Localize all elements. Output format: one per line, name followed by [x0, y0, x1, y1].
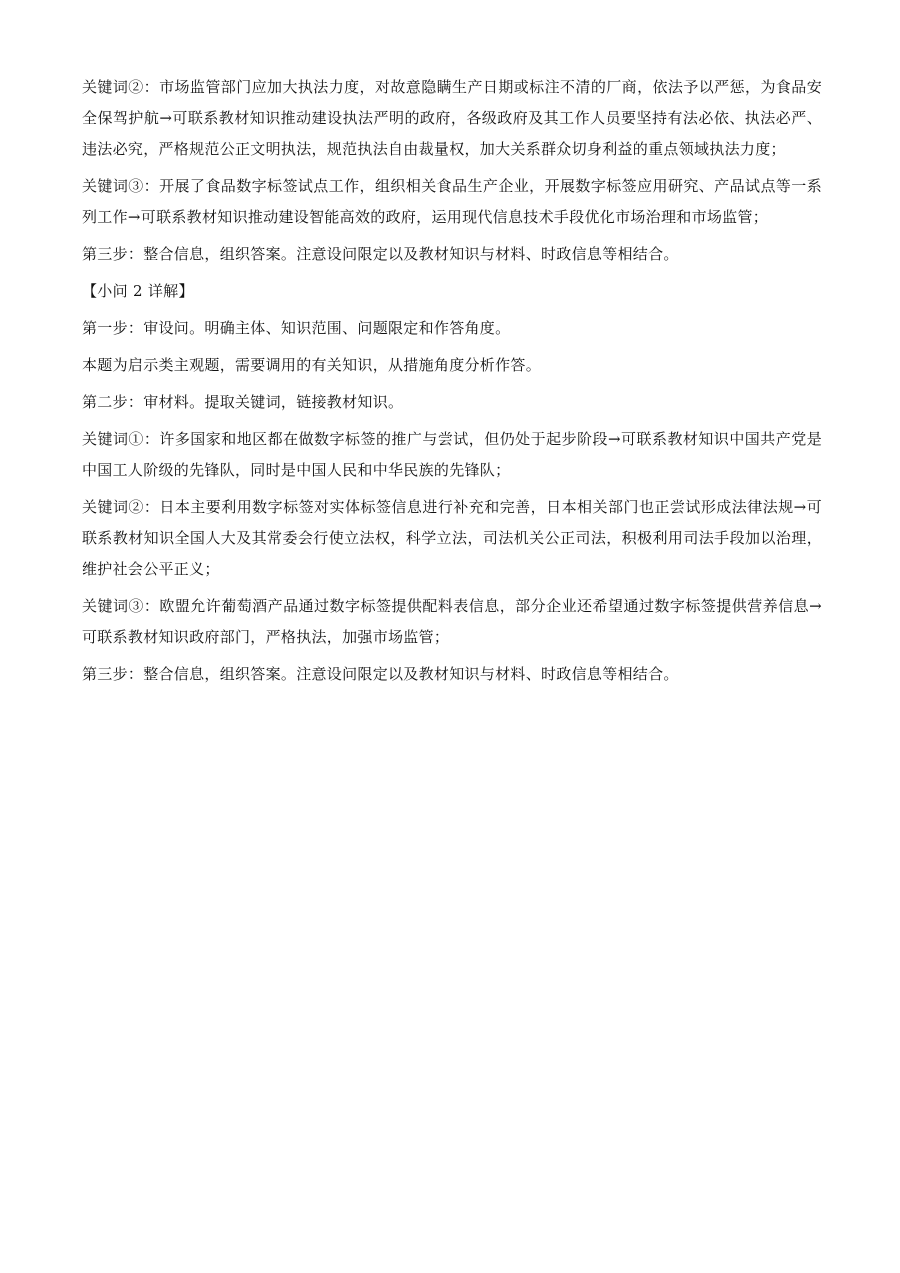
paragraph-keyword-3-digital-label-pilot: 关键词③：开展了食品数字标签试点工作，组织相关食品生产企业，开展数字标签应用研究、产品试点等一系列工作→可联系教材知识推动建设智能高效的政府，运用现代信息技术手段优化市场治理和市场监管；	[82, 177, 822, 226]
paragraph-keyword-3-eu: 关键词③：欧盟允许葡萄酒产品通过数字标签提供配料表信息，部分企业还希望通过数字标签提供营养信息→可联系教材知识政府部门，严格执法，加强市场监管；	[82, 597, 822, 646]
paragraph-step-3-integrate: 第三步：整合信息，组织答案。注意设问限定以及教材知识与材料、时政信息等相结合。	[82, 245, 679, 263]
paragraph-step-1-question: 第一步：审设问。明确主体、知识范围、问题限定和作答角度。	[82, 319, 511, 337]
paragraph-step-3-integrate-2: 第三步：整合信息，组织答案。注意设问限定以及教材知识与材料、时政信息等相结合。	[82, 665, 679, 683]
paragraph-keyword-2-japan: 关键词②：日本主要利用数字标签对实体标签信息进行补充和完善，日本相关部门也正尝试形成法律法规→可联系教材知识全国人大及其常委会行使立法权，科学立法，司法机关公正司法，积极利用司法手段加以治理，维护社会公平正义；	[82, 498, 822, 578]
paragraph-keyword-1-countries: 关键词①：许多国家和地区都在做数字标签的推广与尝试，但仍处于起步阶段→可联系教材知识中国共产党是中国工人阶级的先锋队，同时是中国人民和中华民族的先锋队；	[82, 430, 822, 479]
document-body	[82, 72, 822, 696]
paragraph-step-2-material: 第二步：审材料。提取关键词，链接教材知识。	[82, 393, 404, 411]
section-heading-question-2: 【小问 2 详解】	[82, 282, 194, 300]
paragraph-question-type: 本题为启示类主观题，需要调用的有关知识，从措施角度分析作答。	[82, 356, 542, 374]
paragraph-keyword-2-enforcement: 关键词②：市场监管部门应加大执法力度，对故意隐瞒生产日期或标注不清的厂商，依法予以严惩，为食品安全保驾护航→可联系教材知识推动建设执法严明的政府，各级政府及其工作人员要坚持有法必依、执法必严、违法必究，严格规范公正文明执法，规范执法自由裁量权，加大关系群众切身利益的重点领域执法力度；	[82, 78, 822, 158]
